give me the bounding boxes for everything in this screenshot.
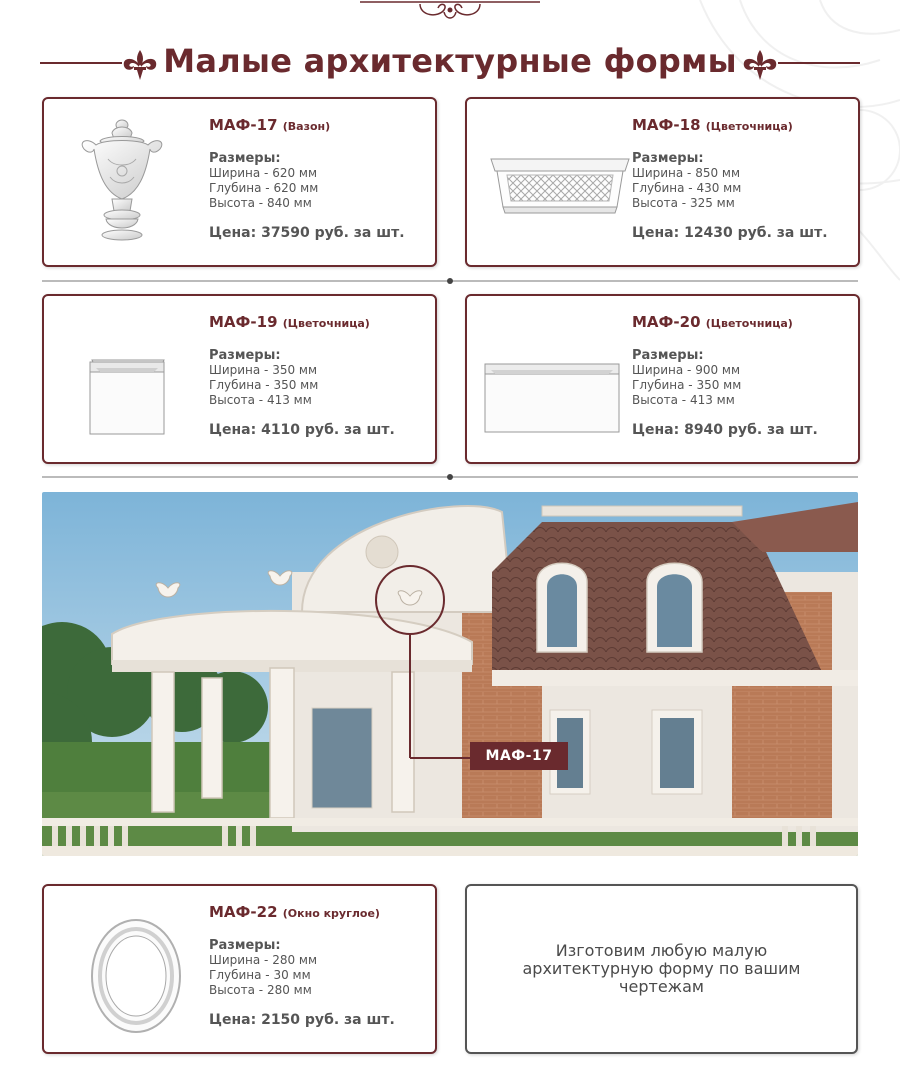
right-fleur-de-lis-icon: [730, 36, 860, 92]
product-title: МАФ-20 (Цветочница): [632, 313, 793, 331]
product-card-maf-18: [465, 97, 860, 267]
price: Цена: 4110 руб. за шт.: [209, 422, 395, 438]
dimensions-label: Размеры:: [632, 151, 704, 166]
height-value: Высота - 413 мм: [632, 393, 735, 407]
house-photo: [42, 492, 858, 856]
long-planter-image: [479, 312, 635, 448]
page-title: Малые архитектурные формы: [163, 42, 737, 80]
product-card-maf-20: [465, 294, 860, 464]
lattice-planter-image: [485, 115, 635, 251]
width-value: Ширина - 280 мм: [209, 953, 318, 967]
depth-value: Глубина - 620 мм: [209, 181, 319, 195]
depth-value: Глубина - 350 мм: [632, 378, 742, 392]
height-value: Высота - 280 мм: [209, 983, 312, 997]
price: Цена: 2150 руб. за шт.: [209, 1012, 395, 1028]
dimensions-label: Размеры:: [209, 938, 281, 953]
width-value: Ширина - 850 мм: [632, 166, 741, 180]
vase-image: [74, 115, 214, 251]
dimensions-label: Размеры:: [209, 151, 281, 166]
house-illustration: [42, 492, 858, 856]
product-title: МАФ-17 (Вазон): [209, 116, 331, 134]
maf-17-label: МАФ-17: [470, 742, 568, 770]
dimensions-label: Размеры:: [209, 348, 281, 363]
product-card-maf-17: [42, 97, 437, 267]
price: Цена: 12430 руб. за шт.: [632, 225, 828, 241]
top-ornament: [360, 0, 540, 24]
height-value: Высота - 840 мм: [209, 196, 312, 210]
divider: [42, 276, 858, 286]
depth-value: Глубина - 30 мм: [209, 968, 311, 982]
cube-planter-image: [74, 312, 214, 448]
width-value: Ширина - 900 мм: [632, 363, 741, 377]
price: Цена: 37590 руб. за шт.: [209, 225, 405, 241]
product-card-maf-22: [42, 884, 437, 1054]
custom-order-text: Изготовим любую малую архитектурную форму по вашим чертежам: [522, 941, 801, 996]
depth-value: Глубина - 350 мм: [209, 378, 319, 392]
oval-window-image: [74, 902, 214, 1038]
dimensions-label: Размеры:: [632, 348, 704, 363]
width-value: Ширина - 350 мм: [209, 363, 318, 377]
price: Цена: 8940 руб. за шт.: [632, 422, 818, 438]
width-value: Ширина - 620 мм: [209, 166, 318, 180]
custom-order-note: [465, 884, 858, 1054]
height-value: Высота - 413 мм: [209, 393, 312, 407]
depth-value: Глубина - 430 мм: [632, 181, 742, 195]
height-value: Высота - 325 мм: [632, 196, 735, 210]
divider: [42, 472, 858, 482]
product-title: МАФ-18 (Цветочница): [632, 116, 793, 134]
product-card-maf-19: [42, 294, 437, 464]
product-title: МАФ-22 (Окно круглое): [209, 903, 380, 921]
product-title: МАФ-19 (Цветочница): [209, 313, 370, 331]
heading-row: [40, 36, 860, 92]
